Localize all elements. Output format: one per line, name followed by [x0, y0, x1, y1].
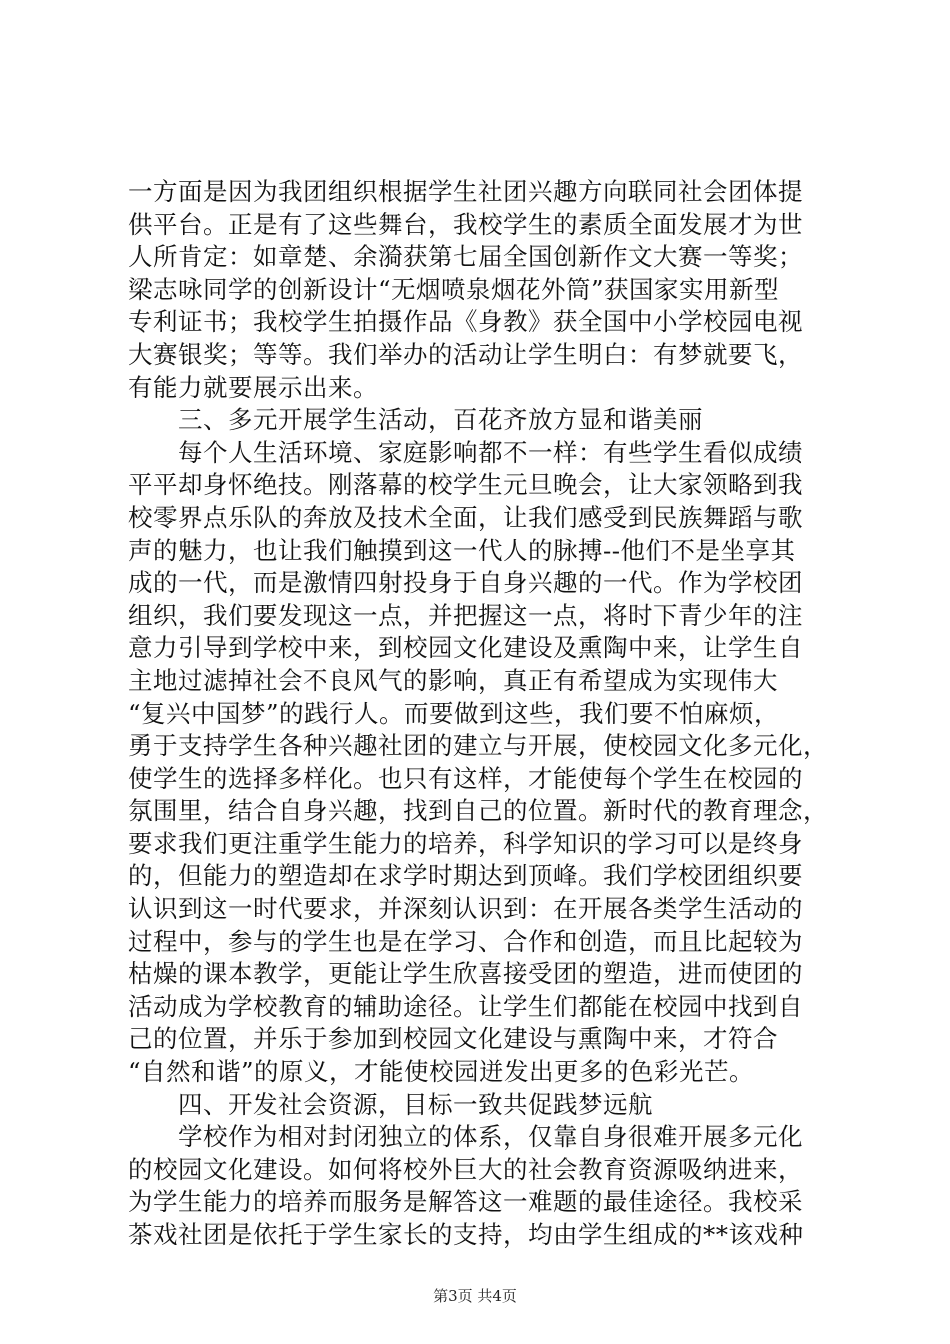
text-line: 学校作为相对封闭独立的体系，仅靠自身很难开展多元化 — [128, 1122, 803, 1152]
text-line: 每个人生活环境、家庭影响都不一样：有些学生看似成绩 — [128, 437, 803, 467]
text-line: 声的魅力，也让我们触摸到这一代人的脉搏--他们不是坐享其 — [128, 535, 796, 565]
text-line: 的校园文化建设。如何将校外巨大的社会教育资源吸纳进来， — [128, 1154, 803, 1184]
text-line: 活动成为学校教育的辅助途径。让学生们都能在校园中找到自 — [128, 991, 803, 1021]
text-line: 梁志咏同学的创新设计“无烟喷泉烟花外筒”获国家实用新型 — [128, 274, 780, 304]
text-line: 己的位置，并乐于参加到校园文化建设与熏陶中来，才符合 — [128, 1024, 778, 1054]
text-line: 枯燥的课本教学，更能让学生欣喜接受团的塑造，进而使团的 — [128, 959, 803, 989]
text-line: 有能力就要展示出来。 — [128, 372, 378, 402]
text-line: 组织，我们要发现这一点，并把握这一点，将时下青少年的注 — [128, 600, 803, 630]
text-line: 茶戏社团是依托于学生家长的支持，均由学生组成的**该戏种 — [128, 1220, 804, 1249]
body-text — [128, 176, 840, 1252]
text-line: “复兴中国梦”的践行人。而要做到这些，我们要不怕麻烦， — [128, 698, 780, 728]
text-line: 大赛银奖；等等。我们举办的活动让学生明白：有梦就要飞， — [128, 339, 803, 369]
text-line: “自然和谐”的原义，才能使校园迸发出更多的色彩光芒。 — [128, 1057, 755, 1087]
text-line: 为学生能力的培养而服务是解答这一难题的最佳途径。我校采 — [128, 1187, 803, 1217]
page-footer: 第3页 共4页 — [433, 1287, 517, 1305]
text-line: 三、多元开展学生活动，百花齐放方显和谐美丽 — [128, 405, 703, 435]
text-line: 的，但能力的塑造却在求学时期达到顶峰。我们学校团组织要 — [128, 861, 803, 891]
text-line: 专利证书；我校学生拍摄作品《身教》获全国中小学校园电视 — [128, 307, 803, 337]
text-line: 勇于支持学生各种兴趣社团的建立与开展，使校园文化多元化， — [128, 731, 828, 761]
text-line: 主地过滤掉社会不良风气的影响，真正有希望成为实现伟大 — [128, 665, 778, 695]
text-line: 平平却身怀绝技。刚落幕的校学生元旦晚会，让大家领略到我 — [128, 470, 803, 500]
text-line: 供平台。正是有了这些舞台，我校学生的素质全面发展才为世 — [128, 209, 803, 239]
text-line: 成的一代，而是激情四射投身于自身兴趣的一代。作为学校团 — [128, 568, 803, 598]
text-line: 要求我们更注重学生能力的培养，科学知识的学习可以是终身 — [128, 828, 803, 858]
text-line: 氛围里，结合自身兴趣，找到自己的位置。新时代的教育理念， — [128, 796, 828, 826]
text-line: 使学生的选择多样化。也只有这样，才能使每个学生在校园的 — [128, 763, 803, 793]
text-line: 意力引导到学校中来，到校园文化建设及熏陶中来，让学生自 — [128, 633, 803, 663]
text-line: 认识到这一时代要求，并深刻认识到：在开展各类学生活动的 — [128, 894, 803, 924]
text-line: 过程中，参与的学生也是在学习、合作和创造，而且比起较为 — [128, 926, 803, 956]
text-line: 人所肯定：如章楚、余漪获第七届全国创新作文大赛一等奖； — [128, 242, 803, 272]
text-line: 校零界点乐队的奔放及技术全面，让我们感受到民族舞蹈与歌 — [128, 502, 803, 532]
text-line: 一方面是因为我团组织根据学生社团兴趣方向联同社会团体提 — [128, 177, 803, 206]
text-line: 四、开发社会资源，目标一致共促践梦远航 — [128, 1089, 653, 1119]
